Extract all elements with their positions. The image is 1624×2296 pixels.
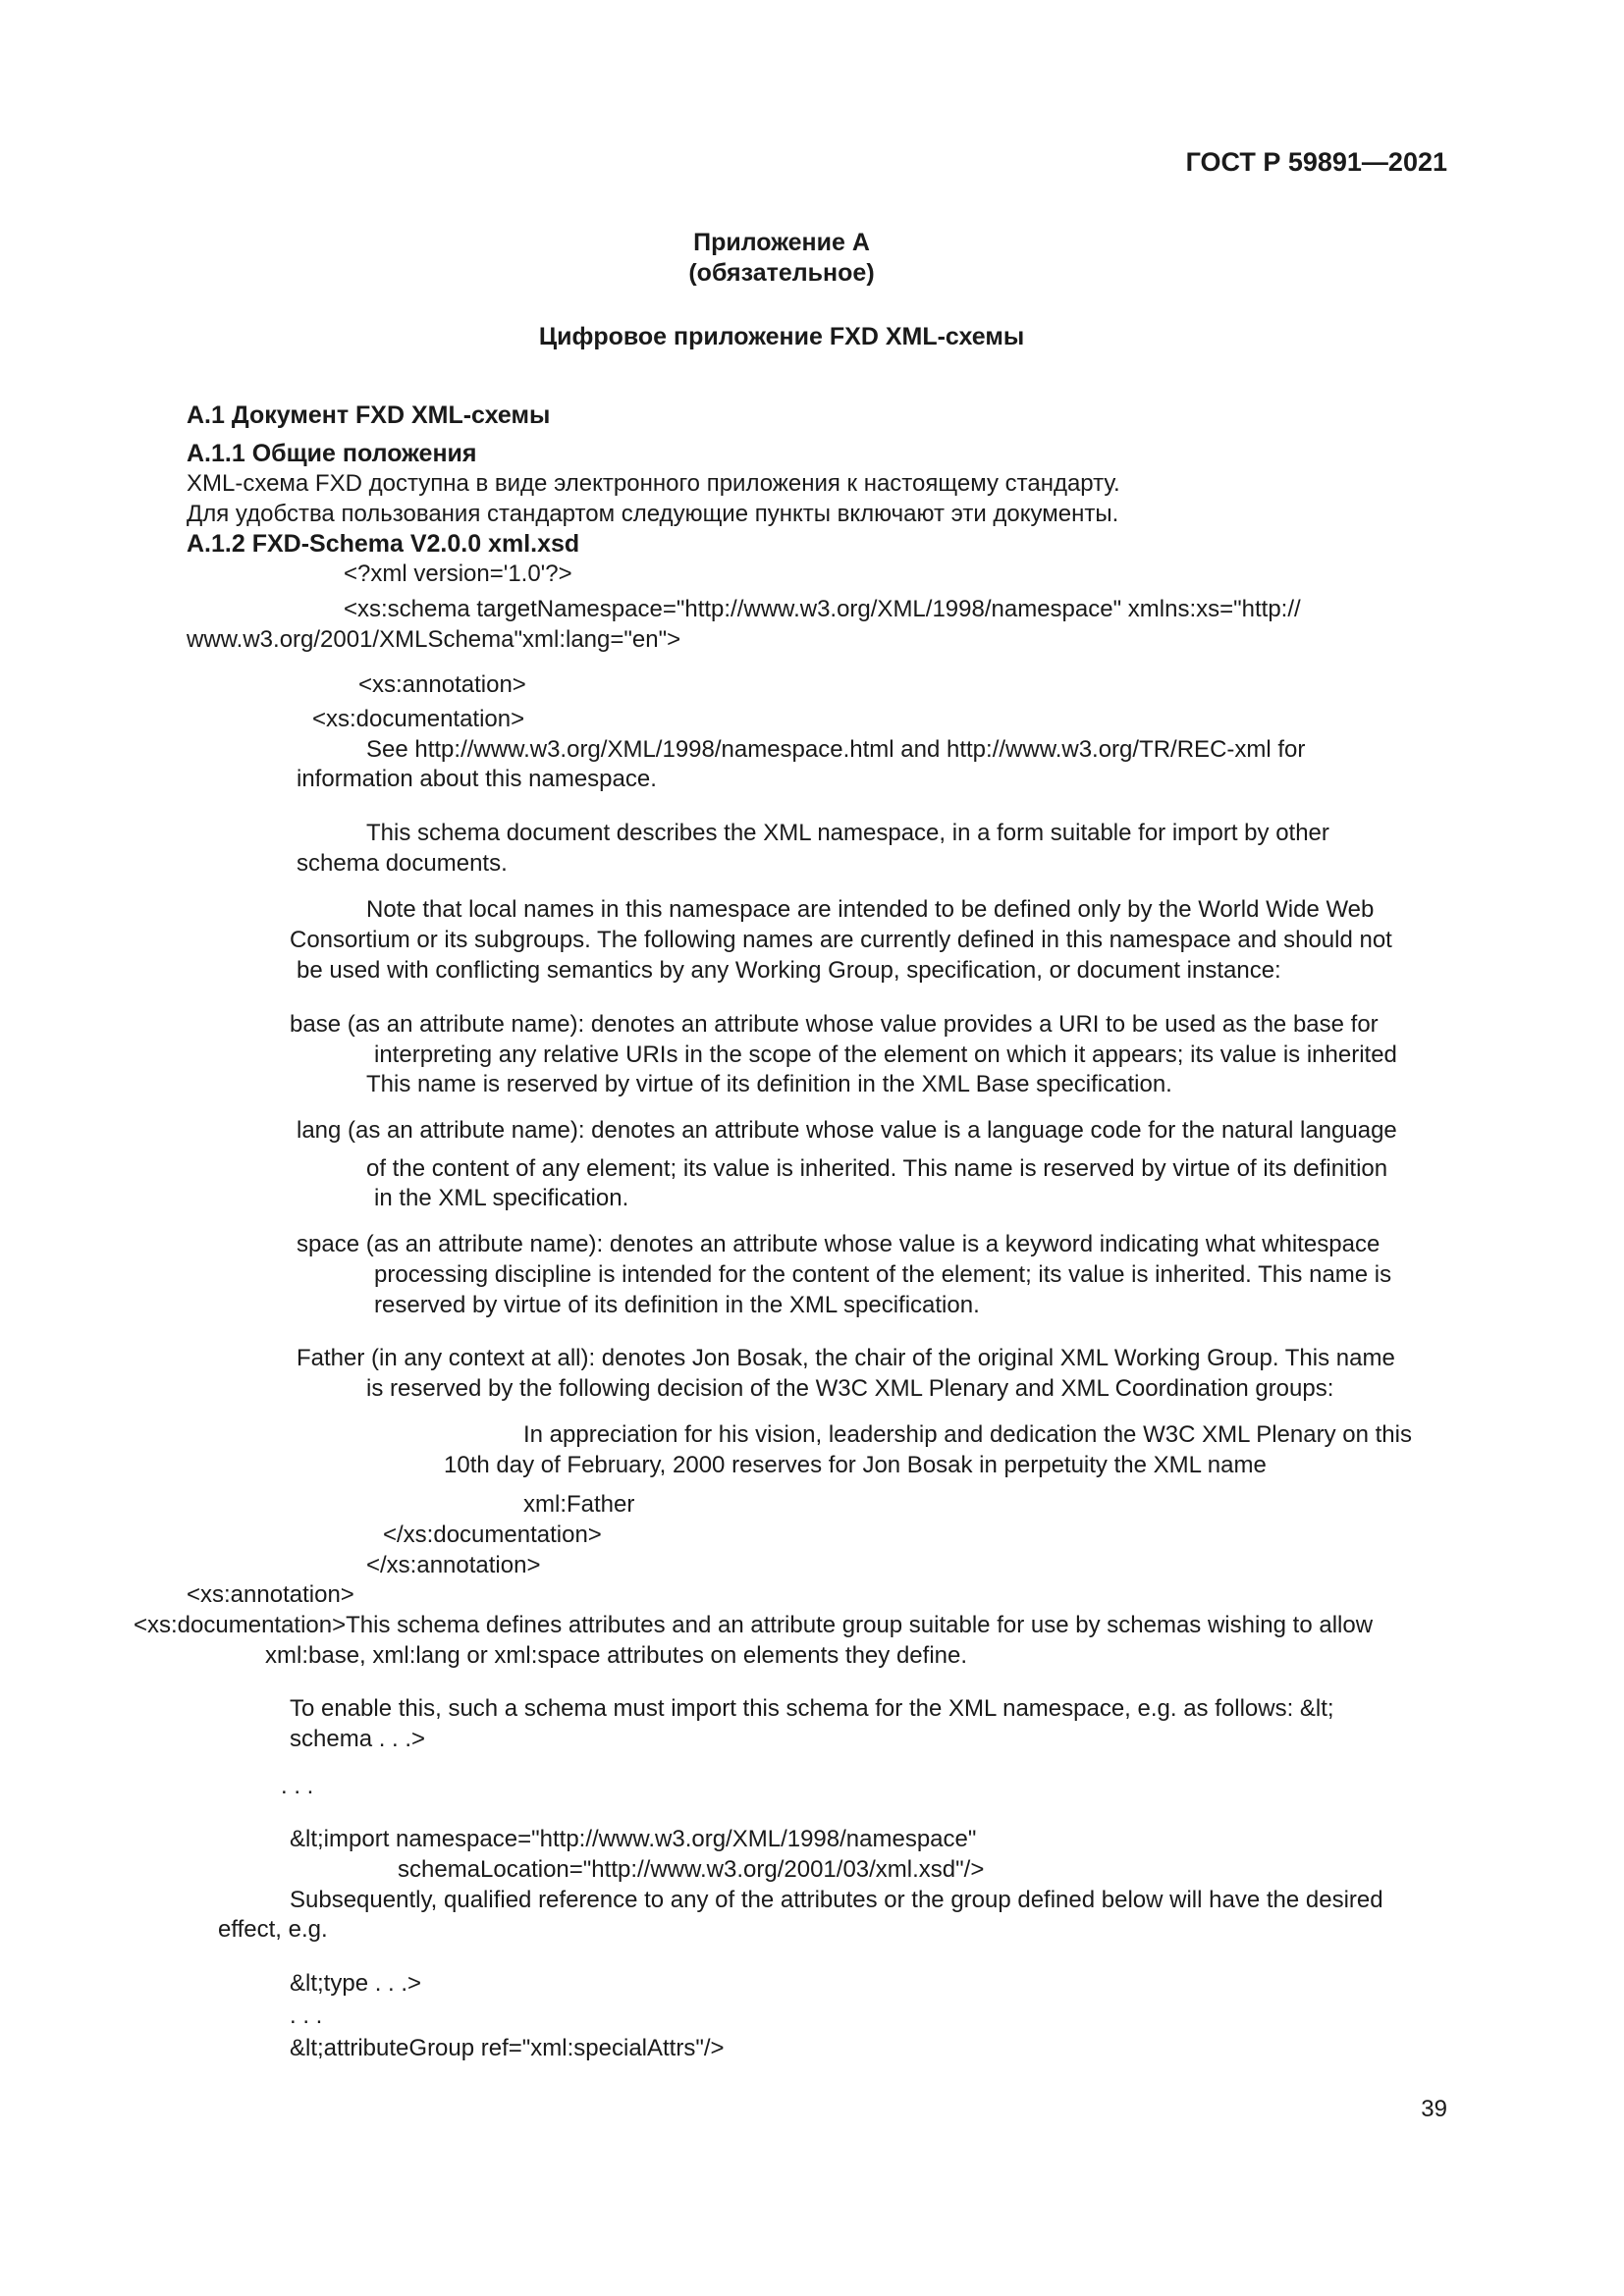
code-line: www.w3.org/2001/XMLSchema"xml:lang="en"> xyxy=(187,626,681,653)
section-a11-paragraph: Для удобства пользования стандартом следующие пункты включают эти документы. xyxy=(187,501,1119,527)
annex-title: Приложение А xyxy=(693,229,870,256)
code-line: Father (in any context at all): denotes Jon Bosak, the chair of the original XML Working Group. This name xyxy=(297,1345,1395,1371)
code-line: of the content of any element; its value is inherited. This name is reserved by virtue of its definition xyxy=(366,1155,1388,1182)
page-number: 39 xyxy=(1421,2096,1447,2122)
code-line: &lt;attributeGroup ref="xml:specialAttrs"/> xyxy=(290,2035,725,2061)
section-a1-heading: А.1 Документ FXD XML-схемы xyxy=(187,401,551,429)
section-a12-heading: А.1.2 FXD-Schema V2.0.0 xml.xsd xyxy=(187,530,580,558)
code-line: reserved by virtue of its definition in the XML specification. xyxy=(374,1292,980,1318)
code-line: schema documents. xyxy=(297,850,508,877)
code-line: interpreting any relative URIs in the scope of the element on which it appears; its value is inherited xyxy=(374,1041,1397,1068)
code-line: . . . xyxy=(281,1773,314,1799)
code-line: </xs:documentation> xyxy=(383,1522,602,1548)
code-line: effect, e.g. xyxy=(218,1916,328,1943)
code-line: schema . . .> xyxy=(290,1726,426,1752)
code-line: </xs:annotation> xyxy=(366,1552,541,1578)
code-line: This schema document describes the XML namespace, in a form suitable for import by other xyxy=(366,820,1329,846)
code-line: Consortium or its subgroups. The following names are currently defined in this namespace and should not xyxy=(290,927,1392,953)
code-line: information about this namespace. xyxy=(297,766,657,792)
code-line: is reserved by the following decision of the W3C XML Plenary and XML Coordination groups: xyxy=(366,1375,1334,1402)
standard-code: ГОСТ Р 59891—2021 xyxy=(1185,147,1447,177)
code-line: <xs:annotation> xyxy=(187,1581,354,1608)
code-line: <?xml version='1.0'?> xyxy=(344,561,572,587)
code-line: &lt;type . . .> xyxy=(290,1970,422,1997)
code-line: In appreciation for his vision, leadership and dedication the W3C XML Plenary on this xyxy=(523,1421,1412,1448)
code-line: <xs:documentation>This schema defines attributes and an attribute group suitable for use by schemas wishing to allow xyxy=(134,1612,1374,1638)
code-line: Note that local names in this namespace are intended to be defined only by the World Wide Web xyxy=(366,896,1375,923)
code-line: in the XML specification. xyxy=(374,1185,629,1211)
code-line: <xs:schema targetNamespace="http://www.w3.org/XML/1998/namespace" xmlns:xs="http:// xyxy=(344,596,1301,622)
annex-name: Цифровое приложение FXD XML-схемы xyxy=(538,323,1025,350)
code-line: &lt;import namespace="http://www.w3.org/XML/1998/namespace" xyxy=(290,1826,977,1852)
code-line: To enable this, such a schema must import this schema for the XML namespace, e.g. as follows: &lt; xyxy=(290,1695,1334,1722)
code-line: base (as an attribute name): denotes an attribute whose value provides a URI to be used as the base for xyxy=(290,1011,1379,1038)
code-line: processing discipline is intended for the content of the element; its value is inherited. This name is xyxy=(374,1261,1392,1288)
code-line: 10th day of February, 2000 reserves for Jon Bosak in perpetuity the XML name xyxy=(444,1452,1267,1478)
code-line: space (as an attribute name): denotes an attribute whose value is a keyword indicating what whitespace xyxy=(297,1231,1380,1257)
code-line: <xs:documentation> xyxy=(312,706,525,732)
code-line: Subsequently, qualified reference to any of the attributes or the group defined below will have the desired xyxy=(290,1887,1383,1913)
code-line: xml:base, xml:lang or xml:space attributes on elements they define. xyxy=(265,1642,968,1669)
code-line: xml:Father xyxy=(523,1491,635,1518)
code-line: lang (as an attribute name): denotes an attribute whose value is a language code for the natural language xyxy=(297,1117,1397,1144)
code-line: be used with conflicting semantics by any Working Group, specification, or document instance: xyxy=(297,957,1281,984)
code-line: This name is reserved by virtue of its definition in the XML Base specification. xyxy=(366,1071,1172,1097)
section-a11-heading: А.1.1 Общие положения xyxy=(187,440,477,467)
section-a11-paragraph: XML-схема FXD доступна в виде электронного приложения к настоящему стандарту. xyxy=(187,470,1120,497)
annex-status: (обязательное) xyxy=(688,259,875,287)
code-line: <xs:annotation> xyxy=(358,671,526,698)
code-line: . . . xyxy=(290,2002,323,2029)
code-line: schemaLocation="http://www.w3.org/2001/03/xml.xsd"/> xyxy=(398,1856,985,1883)
code-line: See http://www.w3.org/XML/1998/namespace.html and http://www.w3.org/TR/REC-xml for xyxy=(366,736,1306,763)
